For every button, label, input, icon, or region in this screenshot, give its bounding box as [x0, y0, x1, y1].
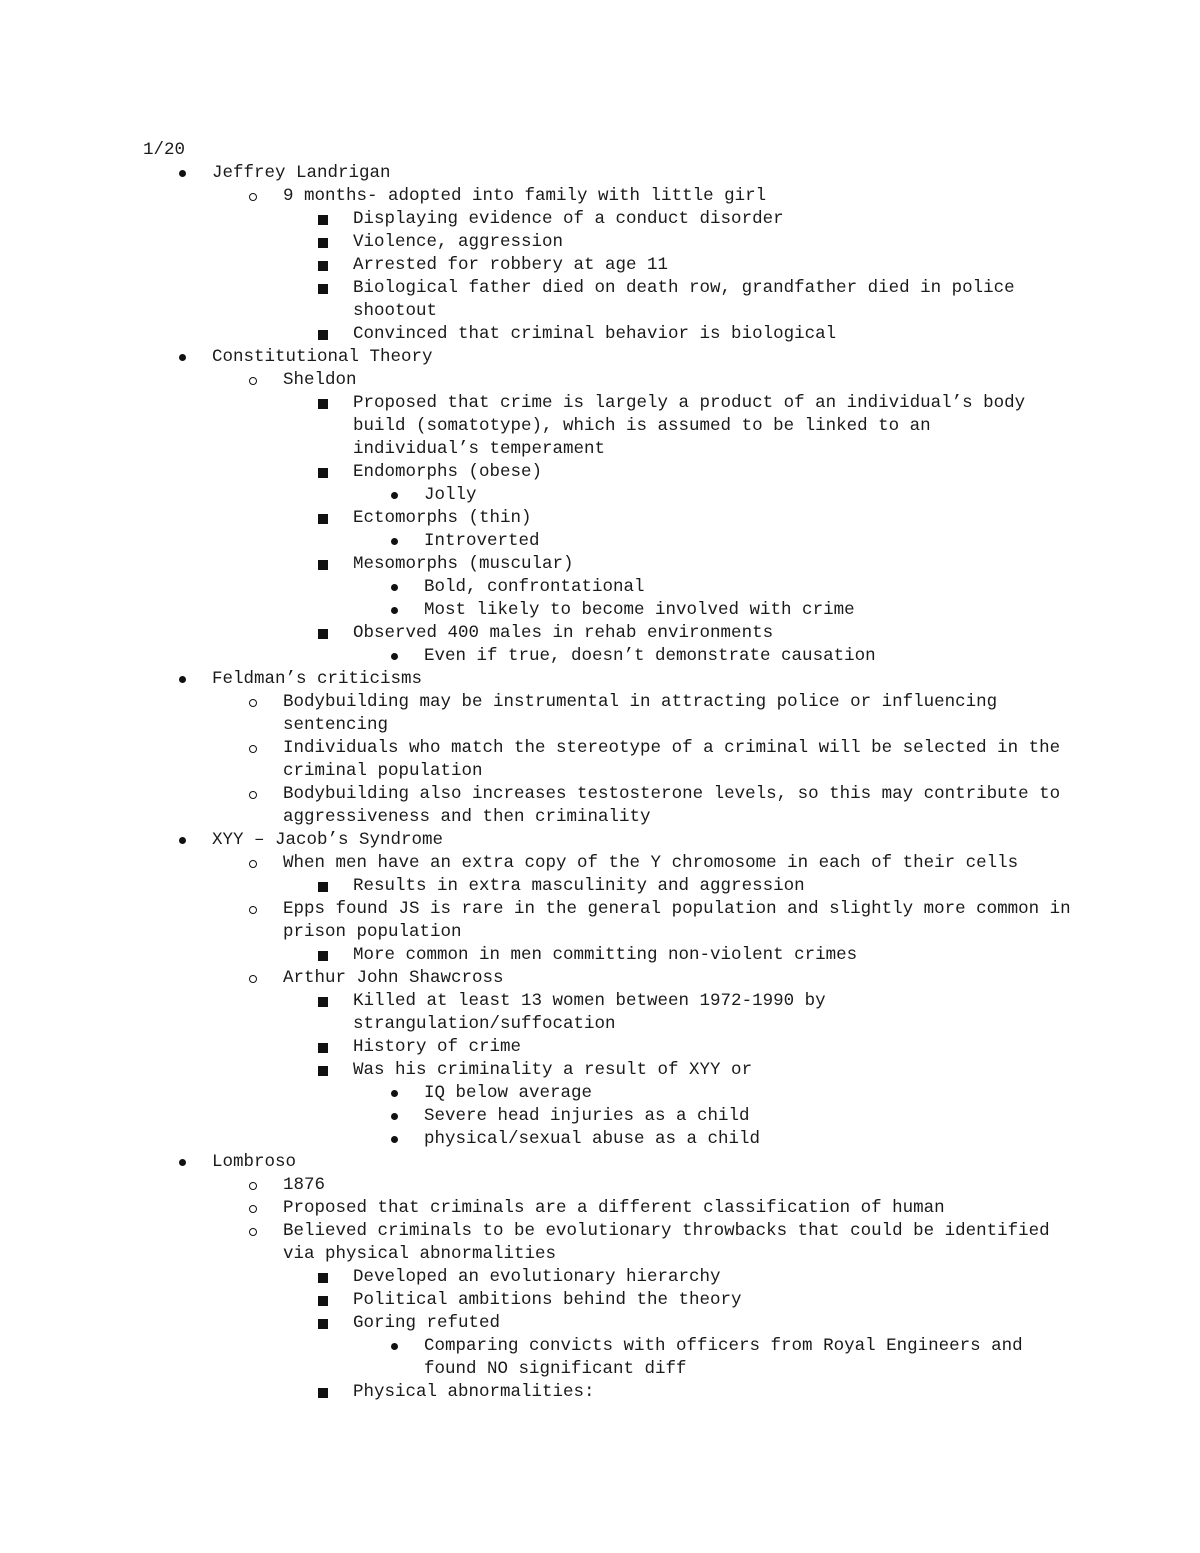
outline-item-text: Biological father died on death row, grandfather died in police shootout: [353, 278, 1015, 321]
outline-item-text: Introverted: [424, 531, 540, 551]
filled-square-bullet-icon: [316, 622, 330, 645]
outline-item-level-4: [0, 1335, 1044, 1381]
outline-item-level-4: [0, 576, 1044, 599]
outline-item-text: Political ambitions behind the theory: [353, 1290, 742, 1310]
outline-item-level-4: [0, 1105, 1044, 1128]
outline-item-text: Proposed that criminals are a different classification of human: [283, 1198, 945, 1218]
outline-item-text: Killed at least 13 women between 1972-1990 by strangulation/suffocation: [353, 991, 826, 1034]
outline-item-level-2: [0, 898, 1073, 944]
outline-item-level-3: [0, 1266, 1043, 1289]
outline-item-text: Arthur John Shawcross: [283, 968, 504, 988]
filled-circle-bullet-icon: [387, 1128, 401, 1151]
outline-item-level-1: [0, 346, 1072, 369]
filled-circle-bullet-icon: [387, 484, 401, 507]
outline-item-level-4: [0, 599, 1044, 622]
filled-circle-bullet-icon: [175, 829, 189, 852]
filled-square-bullet-icon: [316, 461, 330, 484]
outline-item-level-3: [0, 990, 1043, 1036]
outline-item-text: Jeffrey Landrigan: [212, 163, 391, 183]
outline-item-text: Bodybuilding also increases testosterone levels, so this may contribute to aggressiveness and then criminality: [283, 784, 1061, 827]
outline-item-level-3: [0, 1059, 1043, 1082]
outline-item-text: Most likely to become involved with crime: [424, 600, 855, 620]
outline-item-level-3: [0, 944, 1043, 967]
filled-square-bullet-icon: [316, 208, 330, 231]
outline-item-text: Comparing convicts with officers from Royal Engineers and found NO significant diff: [424, 1336, 1023, 1379]
outline-item-level-3: [0, 553, 1043, 576]
filled-square-bullet-icon: [316, 1312, 330, 1335]
filled-square-bullet-icon: [316, 1059, 330, 1082]
filled-circle-bullet-icon: [387, 530, 401, 553]
hollow-circle-bullet-icon: [246, 1220, 260, 1243]
hollow-circle-bullet-icon: [246, 898, 260, 921]
outline-item-level-3: [0, 277, 1043, 323]
filled-circle-bullet-icon: [387, 645, 401, 668]
outline-item-level-2: [0, 852, 1073, 875]
outline-item-text: XYY – Jacob’s Syndrome: [212, 830, 444, 850]
outline-item-level-3: [0, 1312, 1043, 1335]
outline-item-level-2: [0, 185, 1073, 208]
outline-item-text: Arrested for robbery at age 11: [353, 255, 669, 275]
filled-square-bullet-icon: [316, 1036, 330, 1059]
outline-item-text: Mesomorphs (muscular): [353, 554, 574, 574]
outline-item-text: Displaying evidence of a conduct disorder: [353, 209, 784, 229]
outline-item-level-1: [0, 1151, 1072, 1174]
filled-circle-bullet-icon: [387, 1105, 401, 1128]
filled-square-bullet-icon: [316, 277, 330, 300]
outline-item-text: Severe head injuries as a child: [424, 1106, 750, 1126]
outline-item-level-4: [0, 1082, 1044, 1105]
outline-item-level-2: [0, 1174, 1073, 1197]
filled-square-bullet-icon: [316, 507, 330, 530]
outline-item-level-3: [0, 1381, 1043, 1404]
filled-circle-bullet-icon: [387, 1335, 401, 1358]
filled-square-bullet-icon: [316, 323, 330, 346]
outline-item-level-4: [0, 645, 1044, 668]
filled-square-bullet-icon: [316, 231, 330, 254]
filled-circle-bullet-icon: [175, 346, 189, 369]
hollow-circle-bullet-icon: [246, 691, 260, 714]
hollow-circle-bullet-icon: [246, 369, 260, 392]
notes-outline: [0, 162, 1200, 1404]
filled-square-bullet-icon: [316, 1289, 330, 1312]
outline-item-text: Even if true, doesn’t demonstrate causation: [424, 646, 876, 666]
outline-item-text: Physical abnormalities:: [353, 1382, 595, 1402]
outline-item-text: Convinced that criminal behavior is biological: [353, 324, 837, 344]
outline-item-text: Proposed that crime is largely a product of an individual’s body build (somatotype), which is assumed to be linked to an individual’s temperament: [353, 393, 1026, 459]
filled-square-bullet-icon: [316, 990, 330, 1013]
hollow-circle-bullet-icon: [246, 783, 260, 806]
filled-square-bullet-icon: [316, 254, 330, 277]
filled-square-bullet-icon: [316, 392, 330, 415]
outline-item-text: Lombroso: [212, 1152, 297, 1172]
hollow-circle-bullet-icon: [246, 1197, 260, 1220]
outline-item-text: physical/sexual abuse as a child: [424, 1129, 761, 1149]
hollow-circle-bullet-icon: [246, 737, 260, 760]
outline-item-text: Individuals who match the stereotype of a criminal will be selected in the criminal population: [283, 738, 1061, 781]
outline-item-level-3: [0, 392, 1043, 461]
filled-square-bullet-icon: [316, 553, 330, 576]
outline-item-level-3: [0, 1036, 1043, 1059]
outline-item-level-1: [0, 162, 1072, 185]
outline-item-level-2: [0, 967, 1073, 990]
outline-item-text: Jolly: [424, 485, 477, 505]
outline-item-text: 1876: [283, 1175, 326, 1195]
hollow-circle-bullet-icon: [246, 185, 260, 208]
outline-item-text: Violence, aggression: [353, 232, 564, 252]
filled-square-bullet-icon: [316, 1381, 330, 1404]
outline-item-level-2: [0, 691, 1073, 737]
outline-item-level-1: [0, 668, 1072, 691]
outline-item-text: Feldman’s criticisms: [212, 669, 423, 689]
outline-item-level-4: [0, 1128, 1044, 1151]
outline-item-text: Sheldon: [283, 370, 357, 390]
hollow-circle-bullet-icon: [246, 1174, 260, 1197]
outline-item-text: Developed an evolutionary hierarchy: [353, 1267, 721, 1287]
outline-item-text: Bold, confrontational: [424, 577, 645, 597]
outline-item-level-2: [0, 369, 1073, 392]
hollow-circle-bullet-icon: [246, 967, 260, 990]
outline-item-level-3: [0, 208, 1043, 231]
outline-item-level-2: [0, 1197, 1073, 1220]
outline-item-level-3: [0, 231, 1043, 254]
filled-square-bullet-icon: [316, 1266, 330, 1289]
outline-item-level-2: [0, 737, 1073, 783]
outline-item-text: History of crime: [353, 1037, 522, 1057]
outline-item-text: Was his criminality a result of XYY or: [353, 1060, 753, 1080]
outline-item-text: Ectomorphs (thin): [353, 508, 532, 528]
filled-circle-bullet-icon: [387, 576, 401, 599]
outline-item-level-2: [0, 783, 1073, 829]
outline-item-level-3: [0, 461, 1043, 484]
filled-circle-bullet-icon: [175, 162, 189, 185]
outline-item-text: Observed 400 males in rehab environments: [353, 623, 774, 643]
outline-item-text: Bodybuilding may be instrumental in attracting police or influencing sentencing: [283, 692, 998, 735]
hollow-circle-bullet-icon: [246, 852, 260, 875]
filled-circle-bullet-icon: [387, 1082, 401, 1105]
outline-item-level-3: [0, 622, 1043, 645]
outline-item-level-3: [0, 254, 1043, 277]
filled-circle-bullet-icon: [387, 599, 401, 622]
outline-item-level-3: [0, 875, 1043, 898]
filled-circle-bullet-icon: [175, 668, 189, 691]
outline-item-text: 9 months- adopted into family with little girl: [283, 186, 767, 206]
outline-item-text: More common in men committing non-violent crimes: [353, 945, 858, 965]
outline-item-text: When men have an extra copy of the Y chromosome in each of their cells: [283, 853, 1019, 873]
outline-item-text: Endomorphs (obese): [353, 462, 543, 482]
outline-item-text: Constitutional Theory: [212, 347, 433, 367]
filled-circle-bullet-icon: [175, 1151, 189, 1174]
outline-item-text: Epps found JS is rare in the general population and slightly more common in prison population: [283, 899, 1071, 942]
outline-item-level-3: [0, 507, 1043, 530]
outline-item-level-3: [0, 1289, 1043, 1312]
outline-item-level-1: [0, 829, 1072, 852]
outline-item-level-3: [0, 323, 1043, 346]
filled-square-bullet-icon: [316, 944, 330, 967]
date-heading: 1/20: [143, 140, 186, 160]
outline-item-text: IQ below average: [424, 1083, 593, 1103]
outline-item-text: Believed criminals to be evolutionary throwbacks that could be identified via physical abnormalities: [283, 1221, 1050, 1264]
filled-square-bullet-icon: [316, 875, 330, 898]
outline-item-text: Goring refuted: [353, 1313, 501, 1333]
outline-item-text: Results in extra masculinity and aggression: [353, 876, 805, 896]
outline-item-level-2: [0, 1220, 1073, 1266]
outline-item-level-4: [0, 484, 1044, 507]
outline-item-level-4: [0, 530, 1044, 553]
